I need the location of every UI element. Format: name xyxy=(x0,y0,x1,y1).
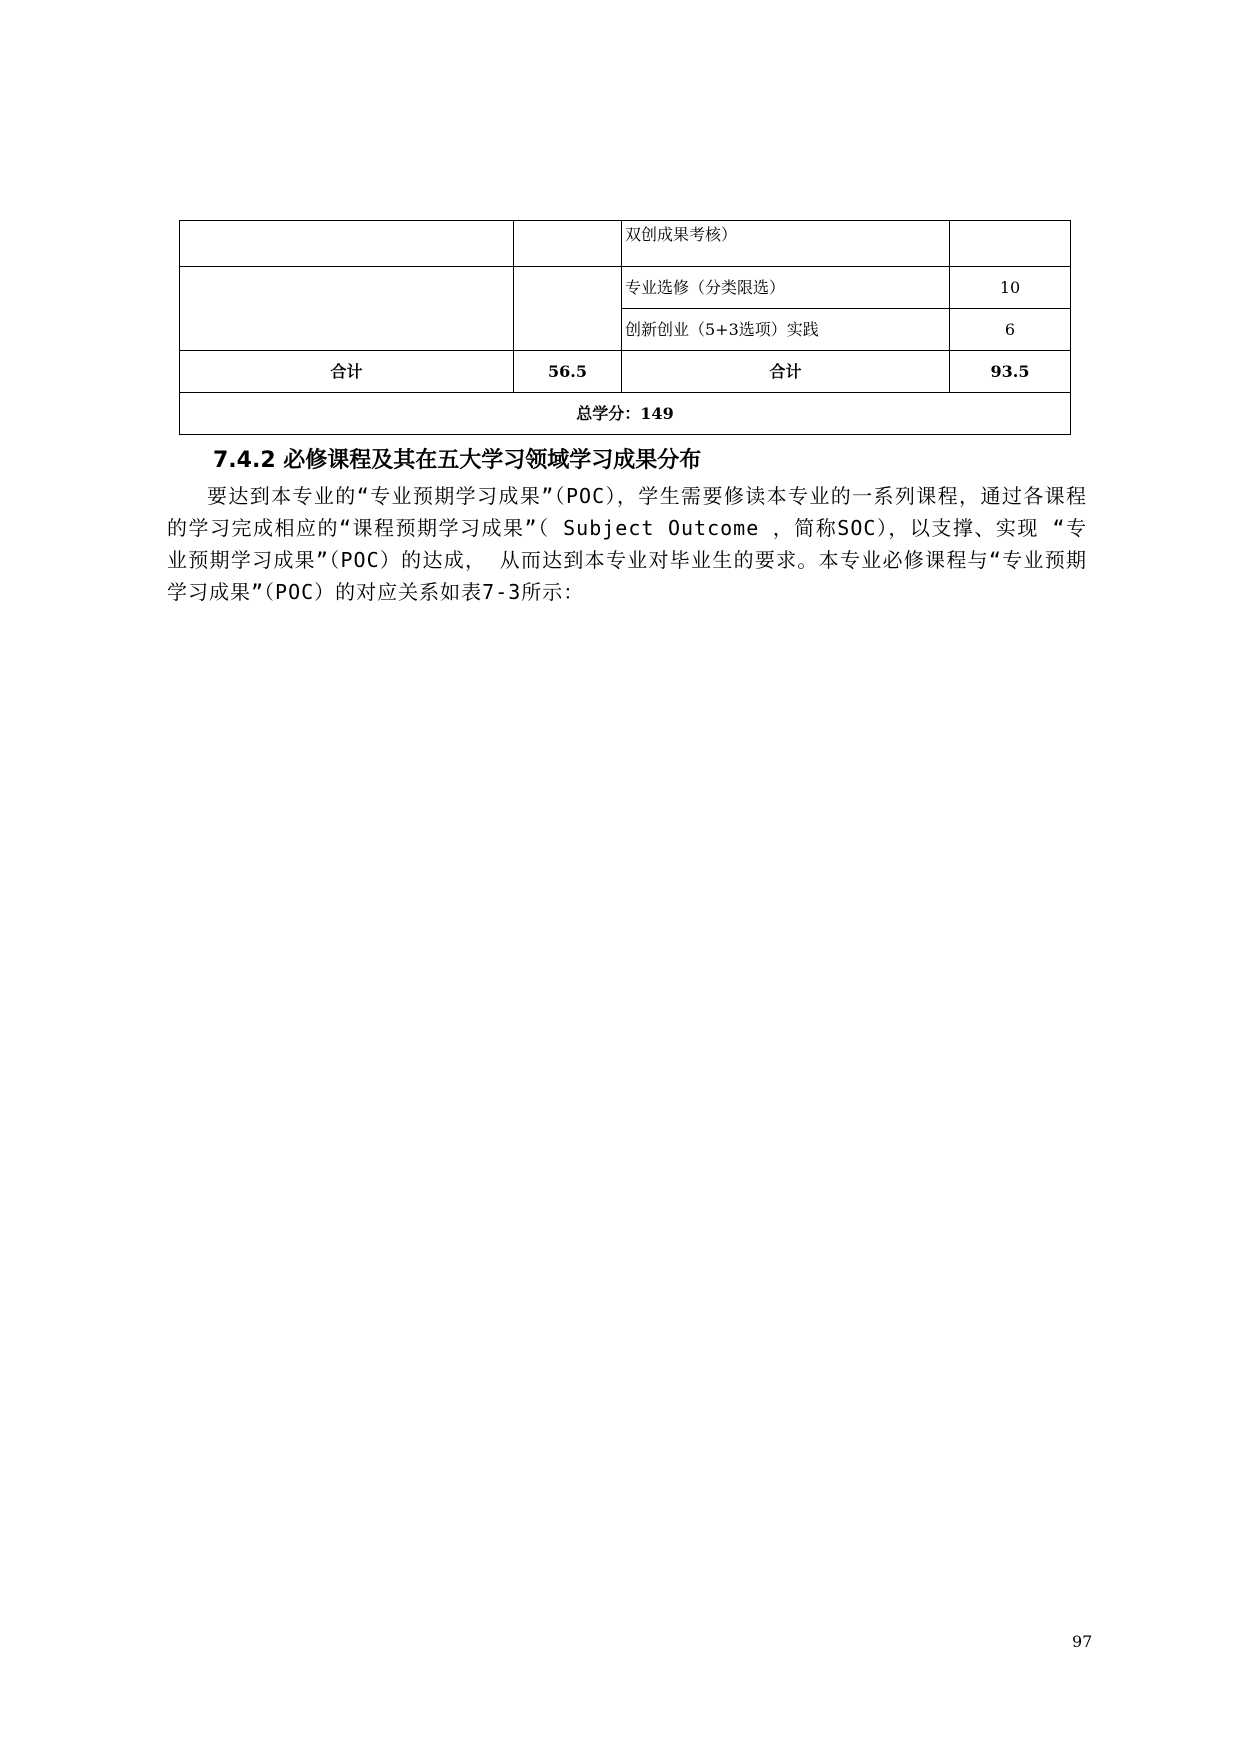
table-row xyxy=(180,267,1071,309)
table-cell-credits: 10 xyxy=(950,267,1071,309)
total-value-right: 93.5 xyxy=(950,351,1071,393)
credit-summary-table xyxy=(179,220,1071,435)
table-row xyxy=(180,221,1071,267)
table-cell-empty xyxy=(180,267,514,351)
table-cell-credits xyxy=(950,221,1071,267)
table-cell-course: 专业选修（分类限选） xyxy=(622,267,950,309)
grand-total-credits: 总学分：149 xyxy=(180,393,1071,435)
table-grand-total-row xyxy=(180,393,1071,435)
table-cell-course: 双创成果考核） xyxy=(622,221,950,267)
total-label-right: 合计 xyxy=(622,351,950,393)
table-cell-empty xyxy=(180,221,514,267)
table-cell-credits: 6 xyxy=(950,309,1071,351)
table-cell-empty xyxy=(514,221,622,267)
section-heading: 7.4.2 必修课程及其在五大学习领域学习成果分布 xyxy=(213,448,702,473)
page-number: 97 xyxy=(1072,1632,1093,1651)
total-value-left: 56.5 xyxy=(514,351,622,393)
total-label-left: 合计 xyxy=(180,351,514,393)
table-cell-empty xyxy=(514,267,622,351)
section-paragraph: 要达到本专业的“专业预期学习成果”（POC），学生需要修读本专业的一系列课程，通过各课程的学习完成相应的“课程预期学习成果”（ Subject Outcome ，简称SOC），以支撑、实现 “专业预期学习成果”（POC）的达成， 从而达到本专业对毕业生的要求。本专业必修课程与“专业预期学习成果”（POC）的对应关系如表7-3所示： xyxy=(167,484,1087,604)
table-cell-course: 创新创业（5+3选项）实践 xyxy=(622,309,950,351)
table-total-row xyxy=(180,351,1071,393)
